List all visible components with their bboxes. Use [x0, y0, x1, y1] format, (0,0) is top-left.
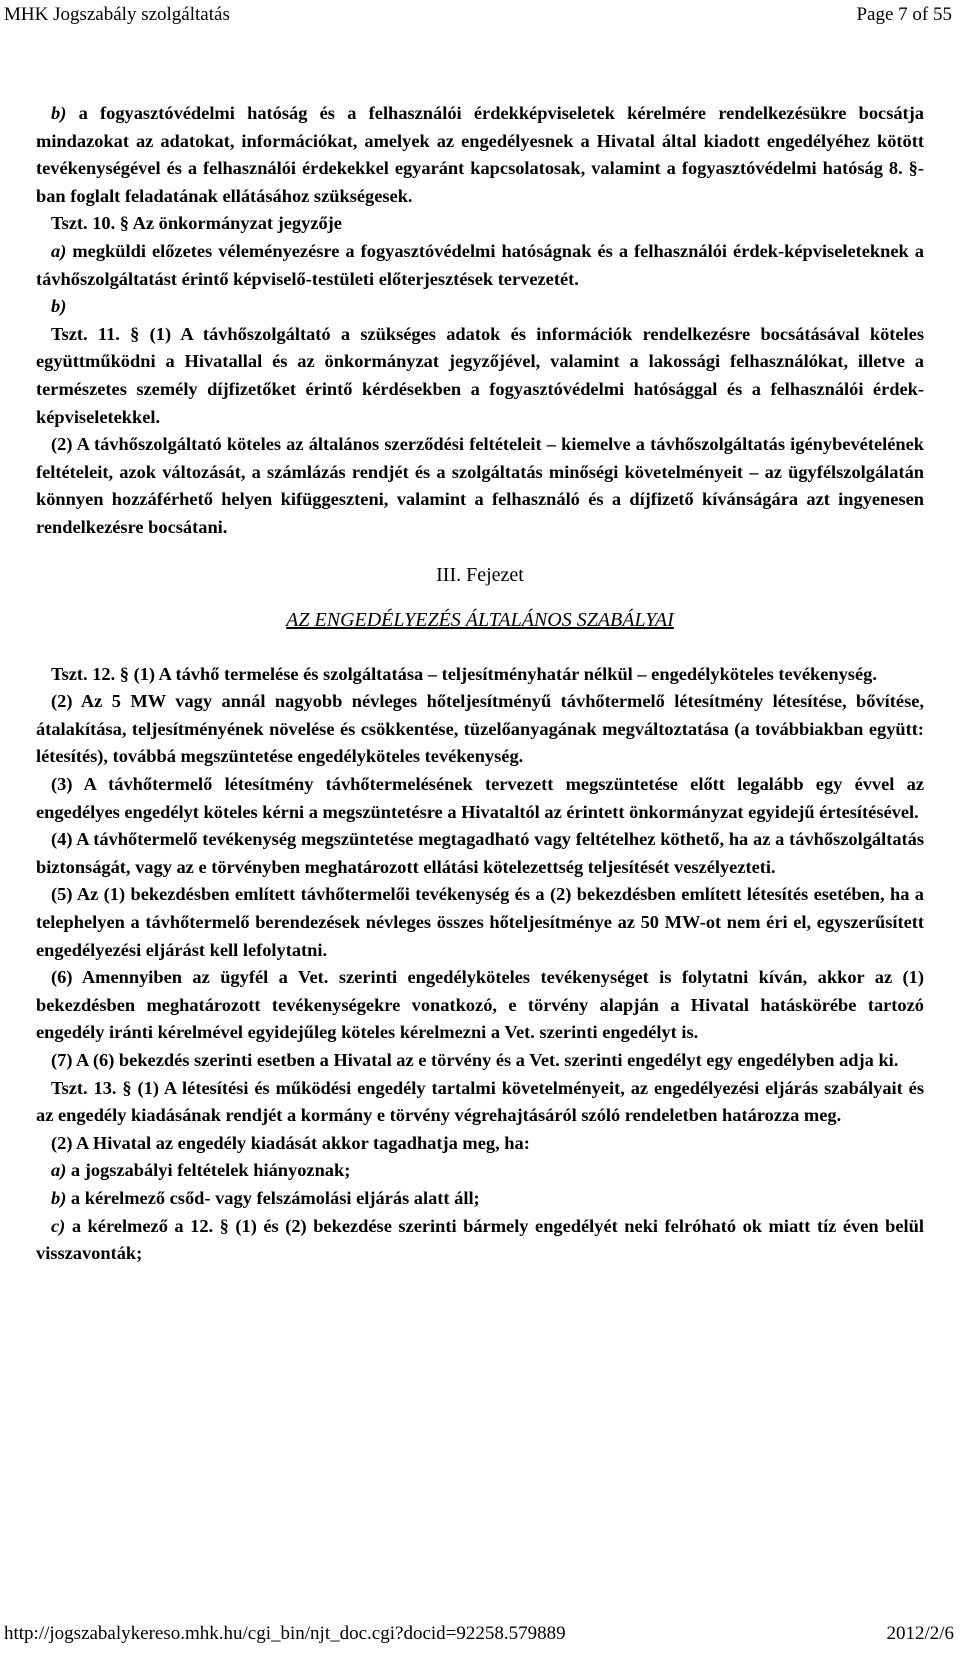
paragraph-tszt-12-4: (4) A távhőtermelő tevékenység megszüntetése megtagadható vagy feltételhez köthető, ha az a távhőszolgáltatás biztonságát, vagy az e törvényben meghatározott ellátási kötelezettség teljesítését veszélyezteti.	[36, 829, 924, 877]
paragraph-tszt-12-7: (7) A (6) bekezdés szerinti esetben a Hivatal az e törvény és a Vet. szerinti engedélyt egy engedélyben adja ki.	[51, 1050, 899, 1070]
paragraph-13-b: b) a kérelmező csőd- vagy felszámolási eljárás alatt áll;	[51, 1187, 480, 1208]
paragraph-tszt-11-2: (2) A távhőszolgáltató köteles az általános szerződési feltételeit – kiemelve a távhőszolgáltatás igénybevételének feltételeit, azok változását, a számlázás rendjét és a szolgáltatás minőségi követelményeit – az ügyfélszolgálatán könnyen hozzáférhető helyen kifüggeszteni, valamint a felhasználó és a díjfizető kívánságára azt ingyenesen rendelkezésre bocsátani.	[36, 434, 924, 537]
paragraph-tszt-12-3: (3) A távhőtermelő létesítmény távhőtermelésének tervezett megszüntetése előtt legalább egy évvel az engedélyes engedélyt köteles kérni a megszüntetésre a Hivataltól az érintett önkormányzat egyidejű értesítésével.	[36, 774, 924, 822]
page-header	[4, 4, 952, 30]
footer-url: http://jogszabalykereso.mhk.hu/cgi_bin/njt_doc.cgi?docid=92258.579889	[4, 1623, 566, 1644]
paragraph-tszt-12-6: (6) Amennyiben az ügyfél a Vet. szerinti engedélyköteles tevékenységet is folytatni kíván, akkor az (1) bekezdésben meghatározott tevékenységekre vonatkozó, e törvény alapján a Hivatal hatáskörébe tartozó engedély iránti kérelmével egyidejűleg köteles kérelmezni a Vet. szerinti engedélyt is.	[36, 967, 924, 1043]
header-site-title: MHK Jogszabály szolgáltatás	[4, 4, 230, 25]
header-page-number: Page 7 of 55	[856, 4, 952, 25]
chapter-title: AZ ENGEDÉLYEZÉS ÁLTALÁNOS SZABÁLYAI	[286, 609, 674, 632]
paragraph-tszt-13-2: (2) A Hivatal az engedély kiadását akkor tagadhatja meg, ha:	[51, 1132, 530, 1153]
paragraph-b-empty: b)	[51, 296, 67, 317]
paragraph-tszt-12-5: (5) Az (1) bekezdésben említett távhőtermelői tevékenység és a (2) bekezdésben említett létesítés esetében, ha a telephelyen a távhőtermelő berendezések névleges összes hőteljesítménye az 50 MW-ot nem éri el, egyszerűsített engedélyezési eljárást kell lefolytatni.	[36, 884, 924, 960]
paragraph-tszt-12: Tszt. 12. § (1) A távhő termelése és szolgáltatása – teljesítményhatár nélkül – engedélyköteles tevékenység.	[51, 663, 877, 684]
paragraph-13-a: a) a jogszabályi feltételek hiányoznak;	[51, 1160, 351, 1181]
paragraph-b: b) a fogyasztóvédelmi hatóság és a felhasználói érdekképviseletek kérelmére rendelkezésükre bocsátja mindazokat az adatokat, információkat, amelyek az engedélyesnek a Hivatal által kiadott engedélyéhez kötött tevékenységével és a felhasználói érdekekkel egyaránt kapcsolatosak, valamint a fogyasztóvédelmi hatóság 8. §-ban foglalt feladatának ellátásához szükségesek.	[36, 103, 924, 206]
footer-date: 2012/2/6	[886, 1623, 954, 1644]
paragraph-tszt-13: Tszt. 13. § (1) A létesítési és működési engedély tartalmi követelményeit, az engedélyezési eljárás szabályait és az engedély kiadásának rendjét a kormány e törvény végrehajtásáról szóló rendeletben határozza meg.	[36, 1077, 924, 1126]
paragraph-tszt-11: Tszt. 11. § (1) A távhőszolgáltató a szükséges adatok és információk rendelkezésre bocsátásával köteles együttműködni a Hivatallal és az önkormányzat jegyzőjével, valamint a lakossági felhasználókat, illetve a természetes személy díjfizetőket érintő kérdésekben a fogyasztóvédelmi hatósággal és a felhasználói érdek-képviseletekkel.	[36, 323, 924, 427]
paragraph-13-c: c) a kérelmező a 12. § (1) és (2) bekezdése szerinti bármely engedélyét neki felróható ok miatt tíz éven belül visszavonták;	[36, 1215, 924, 1264]
paragraph-tszt-12-2: (2) Az 5 MW vagy annál nagyobb névleges hőteljesítményű távhőtermelő létesítmény létesítése, bővítése, átalakítása, teljesítményének növelése és csökkentése, tüzelőanyagának megváltoztatása (a továbbiakban együtt: létesítés), továbbá megszüntetése engedélyköteles tevékenység.	[36, 691, 924, 767]
document-body	[36, 100, 924, 1268]
page-footer	[4, 1623, 954, 1649]
chapter-number: III. Fejezet	[436, 563, 524, 586]
paragraph-a: a) megküldi előzetes véleményezésre a fogyasztóvédelmi hatóságnak és a felhasználói érdek-képviseleteknek a távhőszolgáltatást érintő képviselő-testületi előterjesztések tervezetét.	[36, 240, 924, 289]
paragraph-tszt-10: Tszt. 10. § Az önkormányzat jegyzője	[51, 213, 342, 234]
